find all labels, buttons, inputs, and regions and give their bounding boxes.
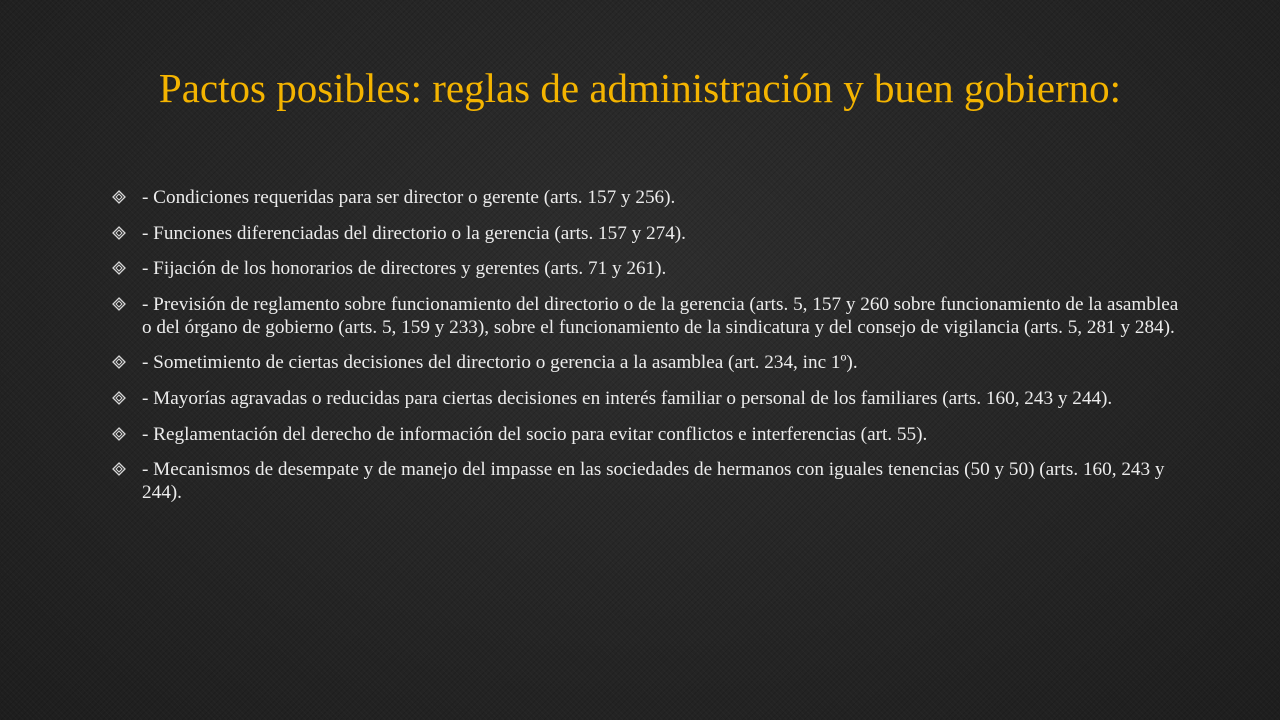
list-item-text: - Sometimiento de ciertas decisiones del directorio o gerencia a la asamblea (art. 234, inc 1º). [142,352,858,374]
list-item-text: - Reglamentación del derecho de información del socio para evitar conflictos e interferencias (art. 55). [142,423,928,445]
list-item [108,458,1188,504]
diamond-bullet-icon [112,190,126,204]
list-item [108,387,1188,410]
list-item-text: - Funciones diferenciadas del directorio o la gerencia (arts. 157 y 274). [142,222,686,244]
list-item [108,423,1188,446]
bullet-list [108,186,1188,517]
diamond-bullet-icon [112,391,126,405]
list-item [108,186,1188,209]
list-item [108,293,1188,339]
list-item-text: - Mayorías agravadas o reducidas para ciertas decisiones en interés familiar o personal de los familiares (arts. 160, 243 y 244). [142,387,1113,409]
diamond-bullet-icon [112,226,126,240]
list-item-text: - Condiciones requeridas para ser director o gerente (arts. 157 y 256). [142,187,676,208]
diamond-bullet-icon [112,462,126,476]
slide-title: Pactos posibles: reglas de administración y buen gobierno: [158,65,1122,111]
list-item [108,351,1188,374]
diamond-bullet-icon [112,427,126,441]
list-item [108,222,1188,245]
list-item-text: - Mecanismos de desempate y de manejo del impasse en las sociedades de hermanos con iguales tenencias (50 y 50) (arts. 160, 243 y 244). [142,459,1165,504]
diamond-bullet-icon [112,297,126,311]
diamond-bullet-icon [112,355,126,369]
list-item [108,257,1188,280]
list-item-text: - Fijación de los honorarios de directores y gerentes (arts. 71 y 261). [142,258,667,280]
diamond-bullet-icon [112,261,126,275]
list-item-text: - Previsión de reglamento sobre funcionamiento del directorio o de la gerencia (arts. 5, 157 y 260 sobre funcionamiento de la asamblea o del órgano de gobierno (arts. 5, 159 y 233), sobre el funcionamiento de la sindicatura y del consejo de vigilancia (arts. 5, 281 y 284). [142,293,1179,338]
